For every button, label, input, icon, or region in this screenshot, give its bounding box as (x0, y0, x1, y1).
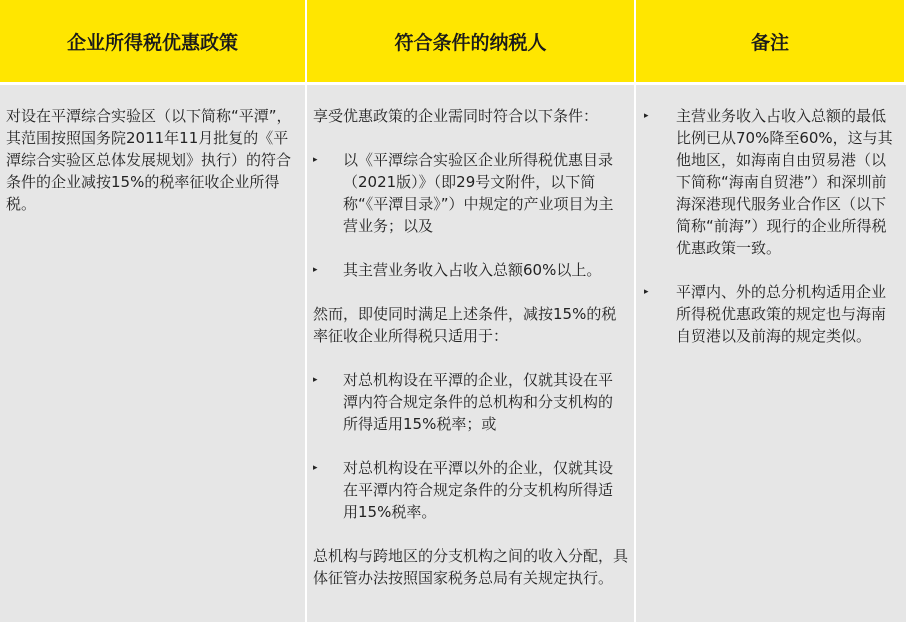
closing-text: 总机构与跨地区的分支机构之间的收入分配，具体征管办法按照国家税务总局有关规定执行。 (313, 547, 629, 587)
condition-text: 其主营业务收入占收入总额60%以上。 (343, 261, 602, 279)
bullet-icon: ▸ (313, 155, 318, 165)
scope-text: 对总机构设在平潭以外的企业，仅就其设在平潭内符合规定条件的分支机构所得适用15%税率。 (343, 459, 614, 521)
bullet-icon: ▸ (313, 463, 318, 473)
remark-text: 平潭内、外的总分机构适用企业所得税优惠政策的规定也与海南自贸港以及前海的规定类似。 (676, 283, 887, 345)
condition-item (313, 149, 628, 237)
conditions-intro: 享受优惠政策的企业需同时符合以下条件： (313, 107, 599, 125)
cell-policy (0, 82, 307, 622)
remark-item (644, 105, 900, 259)
condition-item (313, 259, 628, 281)
remark-text: 主营业务收入占收入总额的最低比例已从70%降至60%，这与其他地区，如海南自由贸易港（以下简称“海南自贸港”）和深圳前海深港现代服务业合作区（以下简称“前海”）现行的企业所得税优惠政策一致。 (676, 107, 893, 257)
scope-item (313, 369, 628, 435)
remark-item (644, 281, 900, 347)
scope-intro: 然而，即使同时满足上述条件，减按15%的税率征收企业所得税只适用于： (313, 305, 617, 345)
bullet-icon: ▸ (313, 265, 318, 275)
bullet-icon: ▸ (644, 111, 649, 121)
cell-remarks (636, 82, 906, 622)
bullet-icon: ▸ (313, 375, 318, 385)
scope-item (313, 457, 628, 523)
bullet-icon: ▸ (644, 287, 649, 297)
header-remarks: 备注 (636, 0, 906, 82)
scope-text: 对总机构设在平潭的企业，仅就其设在平潭内符合规定条件的总机构和分支机构的所得适用15%税率；或 (343, 371, 614, 433)
condition-text: 以《平潭综合实验区企业所得税优惠目录（2021版）》（即29号文附件，以下简称“《平潭目录》”）中规定的产业项目为主营业务；以及 (343, 151, 614, 235)
cell-eligible-taxpayer (307, 82, 636, 622)
header-eligible-taxpayer: 符合条件的纳税人 (307, 0, 636, 82)
policy-text: 对设在平潭综合实验区（以下简称“平潭”，其范围按照国务院2011年11月批复的《平潭综合实验区总体发展规划》执行）的符合条件的企业减按15%的税率征收企业所得税。 (6, 107, 292, 213)
header-policy: 企业所得税优惠政策 (0, 0, 307, 82)
